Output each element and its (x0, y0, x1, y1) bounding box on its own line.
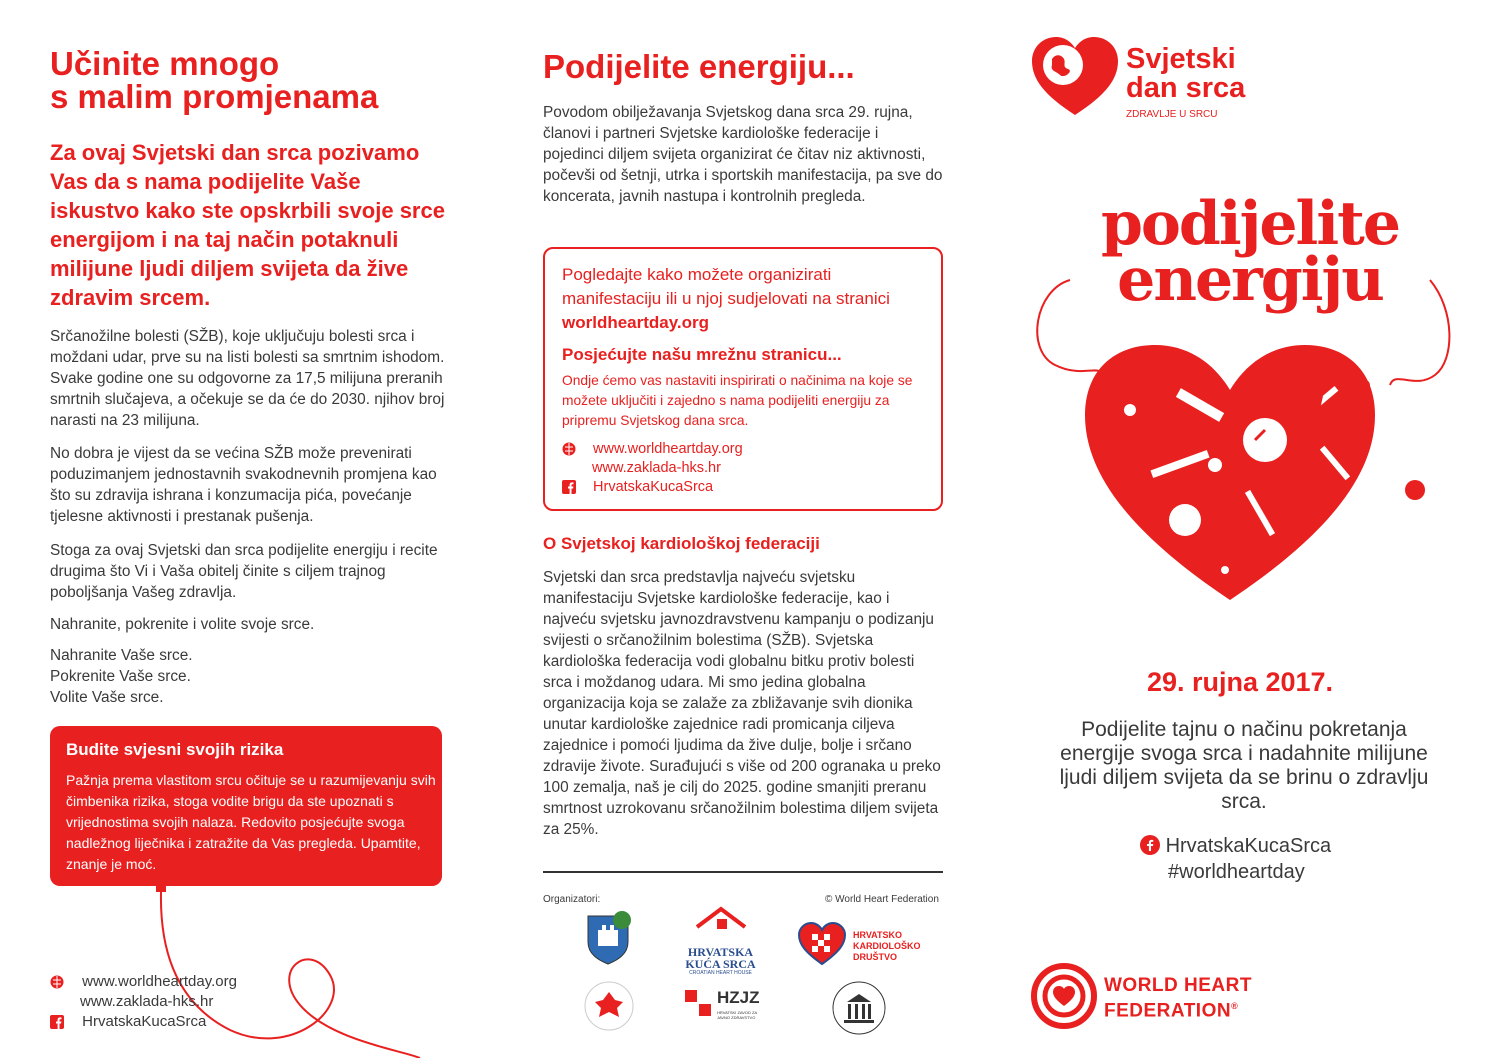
slogan-move: Pokrenite Vaše srce. (50, 668, 191, 685)
globe-icon (50, 975, 64, 989)
info-box-link[interactable]: worldheartday.org (562, 313, 710, 332)
hks-logo (683, 905, 758, 976)
info-box (543, 247, 943, 511)
hzjz-logo (683, 988, 763, 1024)
svjetski-dan-srca-logo (1030, 35, 1270, 125)
hkd-logo (797, 920, 927, 970)
info-box-web-row (562, 439, 743, 458)
university-seal-logo (828, 980, 890, 1036)
facebook-icon (50, 1015, 64, 1029)
whf-line1: WORLD HEART (1104, 975, 1252, 996)
social-facebook-row[interactable] (1140, 833, 1331, 859)
risk-text: Pažnja prema vlastitom srcu očituje se u razumijevanju svih čimbenika rizika, stoga vodite brigu da ste upoznati s vrijednostima svojih nalaza. Redovito posjećujte svoga nadležnog liječnika i zatražite da Vas pregleda. Upamtite, znanje je moć. (66, 772, 436, 872)
info-box-text (562, 263, 922, 335)
left-paragraph-4: Nahranite, pokrenite i volite svoje srce. (50, 616, 315, 633)
right-tagline: Podijelite tajnu o načinu pokretanja energije svoga srca i nadahnite milijune ljudi diljem svijeta da se brinu o zdravlju srca. (1059, 718, 1429, 813)
info-box-fb-row (562, 477, 743, 496)
logo-tagline: ZDRAVLJE U SRCU (1126, 109, 1218, 120)
divider (543, 871, 943, 873)
heart-globe-icon (1030, 35, 1120, 120)
hzjz-text: HZJZ (717, 988, 760, 1007)
whf-logo (1030, 962, 1290, 1032)
facebook-icon (562, 480, 576, 494)
info-box-subtext: Ondje ćemo vas nastaviti inspirirati o načinima na koje se možete uključiti i zajedno s nama podijeliti energiju za pripremu Svjetskog dana srca. (562, 373, 913, 428)
big-headline-line1: podijelite (1100, 189, 1400, 259)
social-facebook[interactable]: HrvatskaKucaSrca (1165, 835, 1332, 857)
copyright: © World Heart Federation (825, 894, 939, 905)
whf-heart-rings-icon (1030, 962, 1098, 1030)
left-paragraph-1: Srčanožilne bolesti (SŽB), koje uključuju bolesti srca i moždani udar, prve su na listi bolesti sa smrtnim ishodom. Svake godine one su odgovorne za 17,5 milijuna preranih smrtnih slučajeva, a očekuje se da će do 2030. njihov broj narasti na 23 milijuna. (50, 328, 445, 429)
globe-icon (562, 442, 576, 456)
left-title-line1: Učinite mnogo (50, 45, 280, 82)
info-box-subtitle: Posjećujte našu mrežnu stranicu... (562, 345, 842, 364)
whf-line2: FEDERATION (1104, 1000, 1232, 1022)
hks-line3: CROATIAN HEART HOUSE (689, 970, 752, 976)
about-text: Svjetski dan srca predstavlja najveću svjetsku manifestaciju Svjetske kardiološke federacije, kao i najveću svjetsku javnozdravstvenu kampanju o podizanju svijesti o srčanožilnim bolestima (SŽB). Svjetska kardiološka federacija vodi globalnu bitku protiv bolesti srca i moždanog udara. Mi smo jedina globalna organizacija koja se zalaže za zbližavanje svih dionika unutar kardiološke zajednice radi promicanja ciljeva zajednice i pomoći ljudima da žive dulje, bolje i srčano zdravije živote. Surađujući s više od 200 ogranaka u preko 100 zemalja, naš je cilj do 2025. godine smanjiti preranu smrtnost uzrokovanu srčanožilnim bolestima diljem svijeta za 25%. (543, 569, 941, 838)
info-box-lead: Pogledajte kako možete organizirati manifestaciju ili u njoj sudjelovati na stranici (562, 265, 890, 308)
link-zaklada[interactable]: www.zaklada-hks.hr (80, 993, 214, 1010)
left-links (50, 972, 237, 1032)
middle-intro: Povodom obilježavanja Svjetskog dana srca 29. rujna, članovi i partneri Svjetske kardiološke federacije i pojedinci diljem svijeta organizirat će čitav niz aktivnosti, počevši od šetnji, utrka i sportskih manifestacija, pa sve do koncerata, javnih nastupa i kontrolnih pregleda. (543, 104, 943, 205)
facebook-circle-icon (1140, 835, 1160, 855)
organizers-label: Organizatori: (543, 894, 601, 905)
risk-title: Budite svjesni svojih rizika (66, 740, 284, 759)
hkd-line1: HRVATSKO (853, 930, 903, 940)
left-link-web[interactable] (50, 972, 237, 992)
hks-line1: HRVATSKA (687, 945, 754, 959)
hzjz-sub: HRVATSKI ZAVOD ZA JAVNO ZDRAVSTVO (717, 1010, 757, 1020)
link-worldheartday[interactable]: www.worldheartday.org (82, 973, 237, 990)
slogan-love: Volite Vaše srce. (50, 689, 164, 706)
hks-line2: KUĆA SRCA (685, 957, 756, 971)
hkd-line2: KARDIOLOŠKO (853, 941, 921, 951)
left-paragraph-3: Stoga za ovaj Svjetski dan srca podijelite energiju i recite drugima što Vi i Vaša obitelj činite s ciljem trajnog poboljšanja Vašeg zdravlja. (50, 542, 438, 601)
house-icon (691, 905, 751, 941)
social-hashtag: #worldheartday (1168, 861, 1305, 883)
left-title-line2: s malim promjenama (50, 78, 379, 115)
logo-line1: Svjetski (1126, 43, 1236, 75)
zagreb-coat-logo (582, 910, 634, 965)
event-date: 29. rujna 2017. (1146, 667, 1334, 697)
info-link-zaklada[interactable]: www.zaklada-hks.hr (592, 460, 721, 476)
risk-box (50, 726, 442, 886)
about-title: O Svjetskoj kardiološkoj federaciji (543, 534, 820, 553)
big-headline-line2: energiju (1117, 245, 1383, 315)
slogan-feed: Nahranite Vaše srce. (50, 647, 193, 664)
left-lead: Za ovaj Svjetski dan srca pozivamo Vas da s nama podijelite Vaše iskustvo kako ste opskrbili svoje srce energijom i na taj način potaknuli milijune ljudi diljem svijeta da žive zdravim srcem. (50, 140, 445, 310)
checkered-heart-icon (797, 920, 847, 968)
hzjz-mark-icon (683, 988, 713, 1018)
link-hrvatskakucasrca[interactable]: HrvatskaKucaSrca (82, 1013, 207, 1030)
left-paragraph-2: No dobra je vijest da se većina SŽB može prevenirati poduzimanjem jednostavnih svakodnevnih promjena kao što su zdravija ishrana i konzumacija pića, povećanje tjelesne aktivnosti i prestanak pušenja. (50, 445, 437, 525)
hkd-line3: DRUŠTVO (853, 952, 898, 962)
logo-line2: dan srca (1126, 72, 1246, 104)
info-link-worldheartday[interactable]: www.worldheartday.org (593, 441, 743, 457)
zagreb-doctors-logo (583, 980, 635, 1032)
social-block (1140, 833, 1331, 885)
icon-hole-1 (1124, 404, 1136, 416)
middle-title: Podijelite energiju... (543, 48, 855, 85)
heart-illustration (1015, 245, 1465, 635)
info-link-hrvatskakucasrca[interactable]: HrvatskaKucaSrca (593, 479, 714, 495)
left-slogans (50, 645, 193, 708)
info-box-links (562, 439, 743, 496)
whf-registered: ® (1231, 1001, 1239, 1011)
left-link-facebook[interactable] (50, 1012, 237, 1032)
